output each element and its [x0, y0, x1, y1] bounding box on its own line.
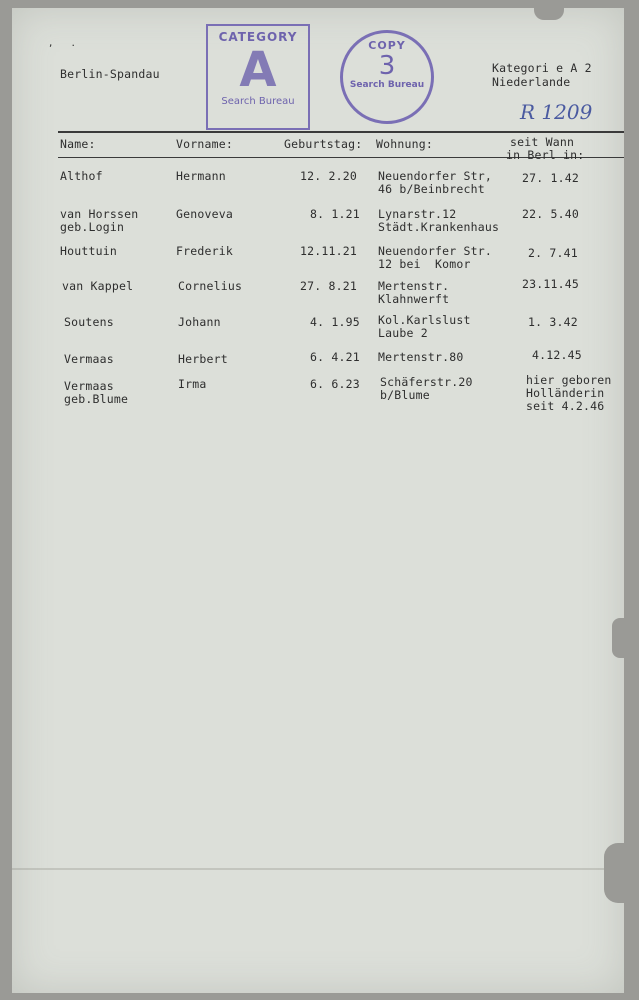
row-geburtstag: 27. 8.21 [300, 279, 357, 293]
location-text: Berlin-Spandau [60, 67, 160, 81]
row-seit: 22. 5.40 [522, 207, 579, 221]
col-header-geburtstag: Geburtstag: [284, 137, 363, 151]
paper-fold [12, 868, 624, 870]
col-header-seit-line2: in Berl in: [506, 148, 585, 162]
row-name: van Kappel [62, 279, 134, 293]
row-seit: 2. 7.41 [528, 246, 578, 260]
row-geburtstag: 6. 6.23 [310, 377, 360, 391]
category-stamp-footer: Search Bureau [221, 96, 295, 107]
paper-tear [534, 6, 564, 20]
copy-stamp-number: 3 [378, 51, 396, 81]
row-seit: 23.11.45 [522, 277, 579, 291]
col-header-seit-line1: seit Wann [510, 135, 575, 149]
country-label: Niederlande [492, 75, 571, 89]
row-wohnung: Mertenstr. Klahnwerft [378, 279, 450, 306]
row-name: Soutens [64, 315, 114, 329]
row-wohnung: Neuendorfer Str. 12 bei Komor [378, 244, 492, 271]
row-geburtstag: 12.11.21 [300, 244, 357, 258]
row-name: Althof [60, 169, 103, 183]
row-name: Houttuin [60, 244, 117, 258]
copy-stamp-title: COPY [368, 39, 406, 52]
row-wohnung: Mertenstr.80 [378, 350, 464, 364]
row-seit: 27. 1.42 [522, 171, 579, 185]
corner-marks: , . [48, 39, 77, 49]
row-vorname: Cornelius [178, 279, 243, 293]
header-rule-top [58, 131, 624, 133]
row-seit: 1. 3.42 [528, 315, 578, 329]
row-vorname: Irma [178, 377, 207, 391]
col-header-name: Name: [60, 137, 96, 151]
category-label: Kategori e A 2 [492, 61, 592, 75]
row-wohnung: Lynarstr.12 Städt.Krankenhaus [378, 207, 500, 234]
row-vorname: Johann [178, 315, 221, 329]
paper-tear [612, 618, 626, 658]
row-name: Vermaas [64, 352, 114, 366]
col-header-vorname: Vorname: [176, 137, 233, 151]
category-stamp-letter: A [239, 42, 277, 98]
row-name: Vermaas geb.Blume [64, 379, 129, 406]
copy-stamp [340, 30, 434, 124]
row-vorname: Herbert [178, 352, 228, 366]
row-geburtstag: 4. 1.95 [310, 315, 360, 329]
row-seit: hier geboren Holländerin seit 4.2.46 [526, 373, 612, 413]
category-stamp [206, 24, 310, 130]
category-stamp-title: CATEGORY [218, 30, 298, 44]
row-vorname: Hermann [176, 169, 226, 183]
row-name: van Horssen geb.Login [60, 207, 139, 234]
row-seit: 4.12.45 [532, 348, 582, 362]
row-wohnung: Schäferstr.20 b/Blume [380, 375, 473, 402]
col-header-wohnung: Wohnung: [376, 137, 433, 151]
row-geburtstag: 12. 2.20 [300, 169, 357, 183]
row-vorname: Genoveva [176, 207, 233, 221]
row-wohnung: Neuendorfer Str, 46 b/Beinbrecht [378, 169, 492, 196]
copy-stamp-footer: Search Bureau [349, 80, 425, 90]
row-geburtstag: 6. 4.21 [310, 350, 360, 364]
row-wohnung: Kol.Karlslust Laube 2 [378, 313, 471, 340]
handwritten-reference: R 1209 [520, 100, 593, 124]
row-geburtstag: 8. 1.21 [310, 207, 360, 221]
row-vorname: Frederik [176, 244, 233, 258]
paper-tear [604, 843, 626, 903]
